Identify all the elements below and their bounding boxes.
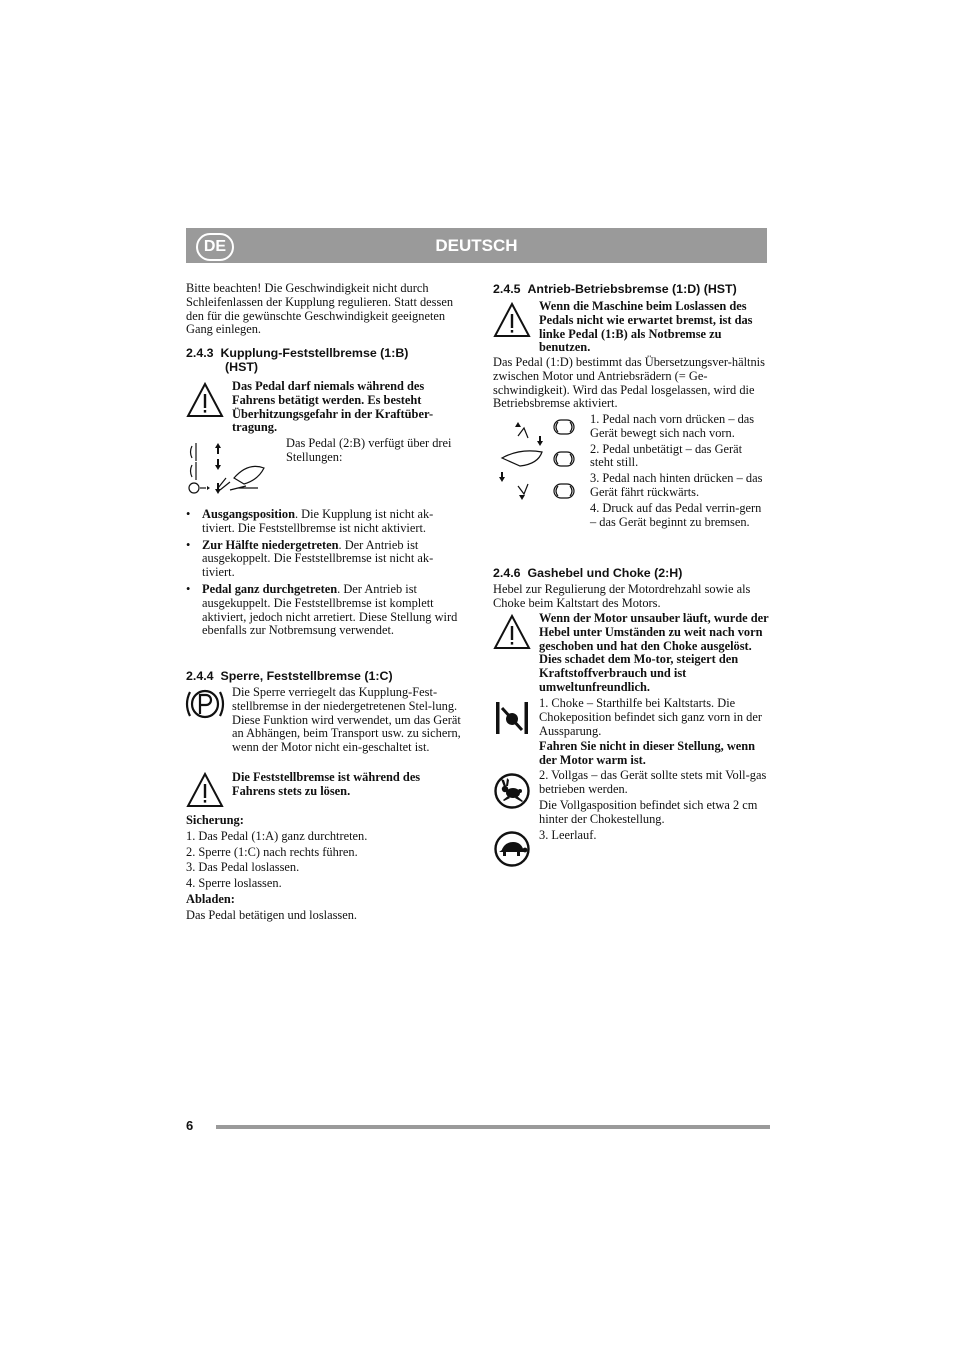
warning-icon (186, 382, 224, 418)
vollgas-text: 2. Vollgas – das Gerät sollte stets mit Voll-gas betrieben werden. (539, 768, 767, 796)
drive-pedal-illustration (496, 416, 582, 502)
footer-rule (216, 1125, 770, 1129)
list-item: 3. Das Pedal loslassen. (186, 860, 300, 875)
language-badge: DE (196, 233, 234, 261)
page-number: 6 (186, 1118, 194, 1133)
choke-text: 1. Choke – Starthilfe bei Kaltstarts. Die Chokeposition befindet sich ganz vorn in der Aussparung. (539, 696, 762, 738)
pedal-positions-illustration (186, 438, 278, 496)
warning-icon (493, 302, 531, 338)
language-header-bar (186, 228, 767, 263)
abladen-label: Abladen: (186, 891, 235, 906)
drive-pedal-description: Das Pedal (1:D) bestimmt das Übersetzungsver-hältnis zwischen Motor und Antriebsrädern (= Ge-schwindigkeit). Wird das Pedal losgelassen, wird die Betriebsbremse aktiviert. (493, 355, 765, 411)
list-item: 1. Das Pedal (1:A) ganz durchtreten. (186, 828, 368, 843)
pedal-positions-list (186, 508, 461, 641)
abladen-text: Das Pedal betätigen und loslassen. (186, 907, 358, 922)
drive-pedal-positions (590, 413, 768, 529)
heading-2-4-3: 2.4.3 Kupplung-Feststellbremse (1:B) (HST) (186, 346, 409, 374)
vollgas-position-text: Die Vollgasposition befindet sich etwa 2 cm hinter der Chokestellung. (539, 798, 758, 826)
list-item: • Zur Hälfte niedergetreten. Der Antrieb ist ausgekoppelt. Die Feststellbremse ist nicht ak-tiviert. (186, 539, 461, 580)
warning-text-2-4-5: Wenn die Maschine beim Loslassen des Pedals nicht wie erwartet bremst, ist das linke Pedal (1:B) als Notbremse zu benutzen. (539, 299, 753, 355)
list-item: 4. Sperre loslassen. (186, 876, 282, 891)
list-item: 2. Pedal unbetätigt – das Gerät steht still. (590, 441, 743, 470)
sicherung-label: Sicherung: (186, 813, 244, 827)
warning-text-2-4-3: Das Pedal darf niemals während des Fahrens betätigt werden. Es besteht Überhitzungsgefahr in der Kraftüber-tragung. (232, 379, 434, 435)
list-item: 4. Druck auf das Pedal verrin-gern – das Gerät beginnt zu bremsen. (590, 500, 762, 529)
turtle-icon (493, 830, 531, 868)
heading-2-4-4: 2.4.4 Sperre, Feststellbremse (1:C) (186, 669, 393, 683)
warning-text-2-4-4: Die Feststellbremse ist während des Fahrens stets zu lösen. (232, 770, 421, 798)
choke-icon (494, 700, 530, 736)
heading-2-4-5: 2.4.5 Antrieb-Betriebsbremse (1:D) (HST) (493, 282, 737, 296)
warning-icon (186, 772, 224, 808)
warning-icon (493, 614, 531, 650)
sicherung-block (186, 814, 461, 923)
lock-description: Die Sperre verriegelt das Kupplung-Fest-stellbremse in der niedergetretenen Stel-lung. Diese Funktion wird verwendet, um das Gerät an Abhängen, beim Transport usw. zu sichern, wenn der Motor nicht ein-geschaltet ist. (232, 685, 461, 755)
heading-2-4-6: 2.4.6 Gashebel und Choke (2:H) (493, 566, 683, 580)
choke-warning-text: Fahren Sie nicht in dieser Stellung, wenn der Motor warm ist. (539, 739, 756, 767)
rabbit-icon (493, 772, 531, 810)
list-item: • Ausgangsposition. Die Kupplung ist nicht ak-tiviert. Die Feststellbremse ist nicht aktiviert. (186, 508, 461, 536)
list-item: 2. Sperre (1:C) nach rechts führen. (186, 844, 358, 859)
language-title: DEUTSCH (435, 236, 518, 255)
intro-paragraph: Bitte beachten! Die Geschwindigkeit nicht durch Schleifenlassen der Kupplung regulieren. Statt dessen den für die gewünschte Geschwindigkeit geeigneten Gang einlegen. (186, 281, 454, 337)
list-item: 3. Pedal nach hinten drücken – das Gerät fährt rückwärts. (590, 471, 763, 499)
parking-brake-icon (185, 686, 225, 722)
list-item: 1. Pedal nach vorn drücken – das Gerät bewegt sich nach vorn. (590, 412, 755, 440)
throttle-description: Hebel zur Regulierung der Motordrehzahl sowie als Choke beim Kaltstart des Motors. (493, 582, 751, 610)
leerlauf-text: 3. Leerlauf. (539, 828, 597, 842)
warning-text-2-4-6: Wenn der Motor unsauber läuft, wurde der Hebel unter Umständen zu weit nach vorn geschoben und hat den Choke ausgelöst. Dies schadet dem Mo-tor, steigert den Kraftstoffverbrauch und ist umweltunfreundlich. (539, 611, 769, 694)
pedal-positions-text: Das Pedal (2:B) verfügt über drei Stellungen: (286, 436, 452, 464)
list-item: • Pedal ganz durchgetreten. Der Antrieb ist ausgekuppelt. Die Feststellbremse ist komplett aktiviert, jedoch nicht arretiert. Diese Stellung wird ebenfalls zur Notbremsung verwendet. (186, 583, 461, 638)
